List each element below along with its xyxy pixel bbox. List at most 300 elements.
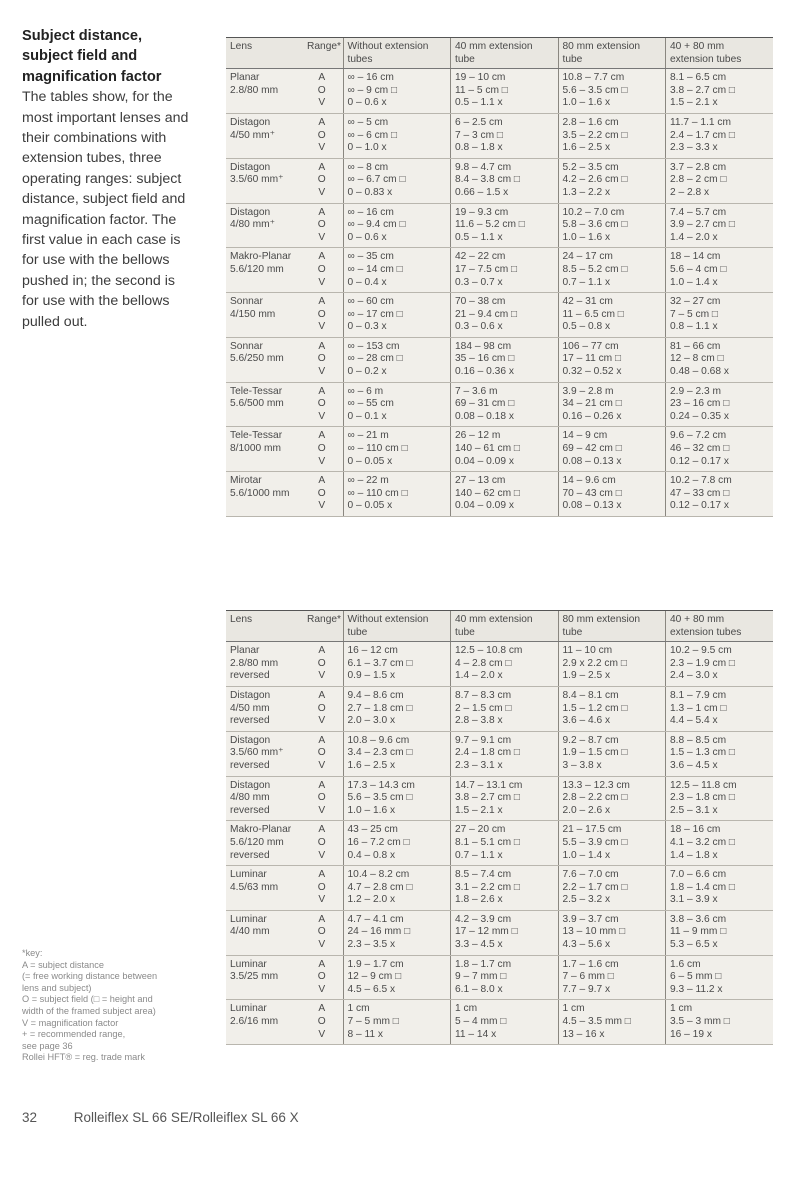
range-cell-line: O — [317, 1016, 326, 1028]
header-without-tube: Without extension tube — [343, 611, 451, 642]
without-tubes-cell — [343, 248, 451, 293]
without-tubes-cell-line: ∞ – 8 cm — [347, 161, 389, 173]
page-number: 32 — [22, 1110, 38, 1125]
lens-name-cell-line: Distagon — [230, 779, 271, 791]
tube-80mm-cell — [558, 427, 666, 472]
tube-80mm-cell-line: 24 – 17 cm — [562, 251, 613, 263]
tube-40mm-cell-line: 1.8 – 2.6 x — [455, 894, 503, 906]
without-tubes-cell-line: ∞ – 35 cm — [347, 251, 394, 263]
footnote-line: O = subject field (□ = height and — [22, 994, 153, 1005]
without-tubes-cell-line: 12 – 9 cm □ — [347, 971, 402, 983]
without-tubes-cell — [343, 158, 451, 203]
range-cell-line: V — [318, 410, 326, 422]
tube-40mm-cell — [451, 293, 559, 338]
tube-80mm-cell-line: 0.08 – 0.13 x — [562, 500, 622, 512]
range-cell — [303, 686, 343, 731]
header-40mm-tube: 40 mm extension tube — [451, 38, 559, 69]
tube-40mm-cell-line: 4.2 – 3.9 cm — [455, 913, 512, 925]
lens-name-cell-line: reversed — [230, 849, 270, 861]
lens-name-cell — [226, 731, 303, 776]
without-tubes-cell-line: 4.7 – 2.8 cm □ — [347, 881, 413, 893]
header-lens: Lens — [226, 38, 303, 69]
tube-40-80mm-cell-line: 2.4 – 3.0 x — [670, 670, 718, 682]
lens-name-cell-line: Tele-Tessar — [230, 385, 283, 397]
table-row — [226, 158, 773, 203]
lens-name-cell-line: 3.5/60 mm⁺ — [230, 174, 284, 186]
range-cell-line: V — [318, 849, 326, 861]
tube-40-80mm-cell-line: 1 cm — [670, 1003, 693, 1015]
footnote-key — [22, 948, 197, 1064]
range-cell-line: V — [318, 939, 326, 951]
range-cell-line: O — [317, 174, 326, 186]
table-row — [226, 821, 773, 866]
without-tubes-cell-line: 6.1 – 3.7 cm □ — [347, 657, 413, 669]
without-tubes-cell-line: 0.4 – 0.8 x — [347, 849, 396, 861]
tube-80mm-cell-line: 34 – 21 cm □ — [562, 398, 622, 410]
tube-80mm-cell-line: 2.2 – 1.7 cm □ — [562, 881, 628, 893]
tube-80mm-cell-line: 4.2 – 2.6 cm □ — [562, 174, 628, 186]
range-cell-line: V — [318, 321, 326, 333]
without-tubes-cell-line: ∞ – 6 cm □ — [347, 129, 398, 141]
header-without-tubes: Without extension tubes — [343, 38, 451, 69]
tube-80mm-cell — [558, 866, 666, 911]
tube-40-80mm-cell-line: 7.4 – 5.7 cm — [670, 206, 727, 218]
lens-name-cell-line: 3.5/60 mm⁺ — [230, 747, 284, 759]
header-range: Range* — [303, 38, 343, 69]
tube-40mm-cell-line: 0.66 – 1.5 x — [455, 186, 509, 198]
table1-body — [226, 69, 773, 517]
without-tubes-cell-line: 0 – 0.1 x — [347, 410, 387, 422]
range-cell — [303, 821, 343, 866]
tube-80mm-cell-line: 0.08 – 0.13 x — [562, 455, 622, 467]
tube-80mm-cell — [558, 248, 666, 293]
tube-80mm-cell — [558, 337, 666, 382]
lens-name-cell-line: Mirotar — [230, 475, 262, 487]
range-cell-line: V — [318, 500, 326, 512]
tube-40mm-cell-line: 11 – 5 cm □ — [455, 84, 508, 96]
range-cell-line: V — [318, 142, 326, 154]
range-cell-line: A — [318, 1003, 326, 1015]
tube-40-80mm-cell-line: 2.5 – 3.1 x — [670, 804, 718, 816]
tube-80mm-cell-line: 5.5 – 3.9 cm □ — [562, 836, 628, 848]
tube-40mm-cell-line: 19 – 9.3 cm — [455, 206, 509, 218]
tube-40mm-cell-line: 6 – 2.5 cm — [455, 116, 503, 128]
tube-40-80mm-cell-line: 0.12 – 0.17 x — [670, 455, 729, 467]
tube-40-80mm-cell-line: 4.4 – 5.4 x — [670, 715, 718, 727]
lens-name-cell-line: Sonnar — [230, 296, 263, 308]
lens-name-cell-line: 2.6/16 mm — [230, 1016, 279, 1028]
range-cell-line: O — [317, 84, 326, 96]
without-tubes-cell — [343, 69, 451, 114]
tube-40-80mm-cell-line: 12.5 – 11.8 cm — [670, 779, 737, 791]
range-cell-line: A — [318, 824, 326, 836]
without-tubes-cell-line: 0 – 0.2 x — [347, 366, 387, 378]
range-cell-line: A — [318, 385, 326, 397]
tube-40-80mm-cell-line: 3.1 – 3.9 x — [670, 894, 718, 906]
without-tubes-cell-line: 3.4 – 2.3 cm □ — [347, 747, 413, 759]
tube-80mm-cell-line: 70 – 43 cm □ — [562, 487, 622, 499]
tube-40mm-cell — [451, 955, 559, 1000]
without-tubes-cell — [343, 293, 451, 338]
range-cell-line: A — [318, 913, 326, 925]
tube-40-80mm-cell-line: 1.5 – 1.3 cm □ — [670, 747, 736, 759]
without-tubes-cell-line: 16 – 12 cm — [347, 645, 398, 657]
tube-40-80mm-cell-line: 7 – 5 cm □ — [670, 308, 719, 320]
without-tubes-cell — [343, 472, 451, 517]
tube-40-80mm-cell-line: 5.3 – 6.5 x — [670, 939, 718, 951]
lens-name-cell — [226, 866, 303, 911]
tube-40-80mm-cell-line: 2.3 – 3.3 x — [670, 142, 718, 154]
range-cell-line: V — [318, 97, 326, 109]
lens-name-cell-line: 3.5/25 mm — [230, 971, 279, 983]
lens-name-cell-line: Luminar — [230, 869, 267, 881]
tube-40mm-cell-line: 8.7 – 8.3 cm — [455, 689, 512, 701]
tube-40mm-cell — [451, 203, 559, 248]
table-row — [226, 776, 773, 821]
tube-80mm-cell — [558, 382, 666, 427]
tube-40-80mm-cell — [666, 910, 774, 955]
tube-40-80mm-cell-line: 9.3 – 11.2 x — [670, 983, 723, 995]
tube-40mm-cell-line: 14.7 – 13.1 cm — [455, 779, 523, 791]
tube-40mm-cell-line: 0.8 – 1.8 x — [455, 142, 503, 154]
without-tubes-cell-line: ∞ – 16 cm — [347, 72, 394, 84]
header-lens: Lens — [226, 611, 303, 642]
range-cell-line: A — [318, 206, 326, 218]
tube-40-80mm-cell-line: 3.8 – 3.6 cm — [670, 913, 727, 925]
range-cell-line: A — [318, 958, 326, 970]
range-cell-line: O — [317, 353, 326, 365]
tube-40-80mm-cell — [666, 427, 774, 472]
tube-80mm-cell-line: 5.6 – 3.5 cm □ — [562, 84, 628, 96]
table-row — [226, 866, 773, 911]
tube-40-80mm-cell-line: 1.5 – 2.1 x — [670, 97, 718, 109]
range-cell-line: V — [318, 804, 326, 816]
tube-80mm-cell-line: 7.7 – 9.7 x — [562, 983, 611, 995]
without-tubes-cell-line: 9.4 – 8.6 cm — [347, 689, 404, 701]
tube-40mm-cell-line: 17 – 7.5 cm □ — [455, 263, 518, 275]
range-cell-line: A — [318, 340, 326, 352]
tube-40mm-cell-line: 3.1 – 2.2 cm □ — [455, 881, 521, 893]
without-tubes-cell-line: 10.8 – 9.6 cm — [347, 734, 410, 746]
table-header-row — [226, 38, 773, 69]
range-cell-line: A — [318, 161, 326, 173]
tube-40-80mm-cell-line: 16 – 19 x — [670, 1028, 712, 1040]
tube-40mm-cell-line: 8.4 – 3.8 cm □ — [455, 174, 521, 186]
tube-40-80mm-cell-line: 12 – 8 cm □ — [670, 353, 724, 365]
range-cell-line: V — [318, 715, 326, 727]
tube-40-80mm-cell-line: 0.12 – 0.17 x — [670, 500, 729, 512]
tube-40mm-cell-line: 11.6 – 5.2 cm □ — [455, 219, 525, 231]
without-tubes-cell — [343, 337, 451, 382]
range-cell-line: A — [318, 251, 326, 263]
lens-name-cell-line: 4/50 mm — [230, 702, 270, 714]
tube-80mm-cell-line: 42 – 31 cm — [562, 296, 613, 308]
table-row — [226, 248, 773, 293]
header-40mm-tube: 40 mm extension tube — [451, 611, 559, 642]
lens-name-cell-line: Distagon — [230, 161, 271, 173]
lens-name-cell-line: 5.6/120 mm — [230, 836, 284, 848]
range-cell-line: A — [318, 296, 326, 308]
tube-40mm-cell-line: 1.4 – 2.0 x — [455, 670, 503, 682]
tube-40mm-cell-line: 0.5 – 1.1 x — [455, 97, 503, 109]
lens-name-cell — [226, 821, 303, 866]
range-cell-line: O — [317, 443, 326, 455]
tube-40-80mm-cell — [666, 821, 774, 866]
without-tubes-cell-line: ∞ – 6.7 cm □ — [347, 174, 406, 186]
tube-80mm-cell-line: 1.7 – 1.6 cm — [562, 958, 619, 970]
tube-40-80mm-cell — [666, 69, 774, 114]
tube-40-80mm-cell-line: 9.6 – 7.2 cm — [670, 430, 727, 442]
tube-40-80mm-cell — [666, 293, 774, 338]
tube-40mm-cell-line: 27 – 13 cm — [455, 475, 506, 487]
lens-name-cell-line: Luminar — [230, 913, 267, 925]
tube-40-80mm-cell-line: 2.9 – 2.3 m — [670, 385, 721, 397]
range-cell-line: O — [317, 657, 326, 669]
tube-40-80mm-cell-line: 1.4 – 2.0 x — [670, 231, 718, 243]
range-cell-line: A — [318, 72, 326, 84]
range-cell — [303, 642, 343, 687]
tube-80mm-cell — [558, 910, 666, 955]
tube-40-80mm-cell-line: 3.8 – 2.7 cm □ — [670, 84, 736, 96]
tube-40-80mm-cell — [666, 686, 774, 731]
tube-40mm-cell-line: 4 – 2.8 cm □ — [455, 657, 512, 669]
tube-40-80mm-cell — [666, 337, 774, 382]
tube-40mm-cell-line: 7 – 3 cm □ — [455, 129, 504, 141]
range-cell-line: O — [317, 398, 326, 410]
range-cell — [303, 955, 343, 1000]
header-40-80mm-tubes: 40 + 80 mm extension tubes — [666, 611, 774, 642]
lens-name-cell-line: Sonnar — [230, 340, 263, 352]
table2-body — [226, 642, 773, 1045]
table-header-row — [226, 611, 773, 642]
tube-80mm-cell-line: 3.9 – 3.7 cm — [562, 913, 619, 925]
tube-80mm-cell — [558, 642, 666, 687]
tube-40mm-cell-line: 1.5 – 2.1 x — [455, 804, 503, 816]
tube-40mm-cell-line: 0.3 – 0.6 x — [455, 321, 503, 333]
without-tubes-cell-line: ∞ – 16 cm — [347, 206, 394, 218]
without-tubes-cell-line: 0.9 – 1.5 x — [347, 670, 396, 682]
lens-name-cell-line: Tele-Tessar — [230, 430, 283, 442]
range-cell — [303, 866, 343, 911]
tube-40-80mm-cell-line: 10.2 – 9.5 cm — [670, 645, 732, 657]
page-footer — [22, 1110, 299, 1125]
tube-40mm-cell-line: 0.7 – 1.1 x — [455, 849, 503, 861]
lens-name-cell — [226, 642, 303, 687]
tube-80mm-cell-line: 3.9 – 2.8 m — [562, 385, 614, 397]
lens-name-cell-line: 5.6/1000 mm — [230, 487, 290, 499]
tube-40mm-cell-line: 21 – 9.4 cm □ — [455, 308, 518, 320]
range-cell-line: O — [317, 971, 326, 983]
without-tubes-cell-line: 1.2 – 2.0 x — [347, 894, 396, 906]
tube-80mm-cell — [558, 472, 666, 517]
tube-40mm-cell-line: 17 – 12 mm □ — [455, 926, 518, 938]
tube-40mm-cell — [451, 472, 559, 517]
range-cell-line: O — [317, 792, 326, 804]
tube-40-80mm-cell-line: 2.3 – 1.9 cm □ — [670, 657, 736, 669]
range-cell-line: V — [318, 231, 326, 243]
tube-40-80mm-cell-line: 3.5 – 3 mm □ — [670, 1016, 730, 1028]
without-tubes-cell — [343, 382, 451, 427]
tube-40mm-cell-line: 19 – 10 cm — [455, 72, 506, 84]
tube-80mm-cell-line: 5.8 – 3.6 cm □ — [562, 219, 628, 231]
tube-40-80mm-cell-line: 2 – 2.8 x — [670, 186, 710, 198]
tube-40-80mm-cell-line: 46 – 32 cm □ — [670, 443, 730, 455]
tube-40-80mm-cell-line: 10.2 – 7.8 cm — [670, 475, 732, 487]
table-row — [226, 686, 773, 731]
range-cell — [303, 293, 343, 338]
without-tubes-cell-line: 0 – 0.05 x — [347, 455, 393, 467]
tube-40-80mm-cell — [666, 731, 774, 776]
lens-name-cell-line: 4/80 mm — [230, 792, 270, 804]
tube-40mm-cell-line: 1 cm — [455, 1003, 478, 1015]
tube-40-80mm-cell-line: 81 – 66 cm — [670, 340, 721, 352]
lens-name-cell-line: Makro-Planar — [230, 824, 292, 836]
lens-name-cell — [226, 686, 303, 731]
range-cell-line: A — [318, 645, 326, 657]
table-row — [226, 910, 773, 955]
tube-40-80mm-cell-line: 1.0 – 1.4 x — [670, 276, 718, 288]
tube-40-80mm-cell-line: 3.9 – 2.7 cm □ — [670, 219, 736, 231]
lens-name-cell-line: reversed — [230, 670, 270, 682]
range-cell-line: O — [317, 263, 326, 275]
lens-name-cell — [226, 427, 303, 472]
without-tubes-cell-line: ∞ – 153 cm — [347, 340, 400, 352]
tube-40-80mm-cell — [666, 866, 774, 911]
range-cell — [303, 337, 343, 382]
tube-40-80mm-cell — [666, 955, 774, 1000]
tube-80mm-cell-line: 14 – 9 cm — [562, 430, 608, 442]
range-cell — [303, 158, 343, 203]
range-cell — [303, 203, 343, 248]
footnote-line: width of the framed subject area) — [22, 1005, 156, 1016]
tube-80mm-cell — [558, 69, 666, 114]
lens-name-cell — [226, 203, 303, 248]
tube-80mm-cell-line: 1.9 – 2.5 x — [562, 670, 611, 682]
lens-name-cell — [226, 472, 303, 517]
without-tubes-cell — [343, 955, 451, 1000]
tube-40-80mm-cell-line: 2.4 – 1.7 cm □ — [670, 129, 736, 141]
table-row — [226, 427, 773, 472]
table-row — [226, 731, 773, 776]
table-row — [226, 472, 773, 517]
without-tubes-cell-line: 0 – 0.05 x — [347, 500, 393, 512]
lens-name-cell-line: 5.6/500 mm — [230, 398, 284, 410]
footnote-line: V = magnification factor — [22, 1017, 119, 1028]
tube-40mm-cell — [451, 910, 559, 955]
lens-name-cell-line: 2.8/80 mm — [230, 657, 279, 669]
without-tubes-cell-line: ∞ – 60 cm — [347, 296, 394, 308]
without-tubes-cell-line: 0 – 0.83 x — [347, 186, 393, 198]
without-tubes-cell — [343, 1000, 451, 1045]
without-tubes-cell-line: ∞ – 22 m — [347, 475, 389, 487]
tube-40-80mm-cell — [666, 158, 774, 203]
without-tubes-cell-line: 10.4 – 8.2 cm — [347, 869, 410, 881]
tube-80mm-cell-line: 2.0 – 2.6 x — [562, 804, 611, 816]
range-cell — [303, 910, 343, 955]
without-tubes-cell — [343, 866, 451, 911]
lens-name-cell-line: 5.6/120 mm — [230, 263, 284, 275]
tube-40-80mm-cell-line: 7.0 – 6.6 cm — [670, 869, 727, 881]
tube-40-80mm-cell-line: 3.6 – 4.5 x — [670, 759, 718, 771]
without-tubes-cell-line: 24 – 16 mm □ — [347, 926, 411, 938]
tube-40mm-cell — [451, 248, 559, 293]
tube-80mm-cell-line: 2.5 – 3.2 x — [562, 894, 611, 906]
lens-name-cell-line: 4/50 mm⁺ — [230, 129, 276, 141]
tube-80mm-cell-line: 2.8 – 2.2 cm □ — [562, 792, 628, 804]
tube-40mm-cell — [451, 337, 559, 382]
tube-40mm-cell-line: 11 – 14 x — [455, 1028, 497, 1040]
range-cell — [303, 69, 343, 114]
tube-40mm-cell-line: 9.7 – 9.1 cm — [455, 734, 512, 746]
lens-name-cell — [226, 113, 303, 158]
header-range: Range* — [303, 611, 343, 642]
tube-40-80mm-cell — [666, 203, 774, 248]
header-80mm-tube: 80 mm extension tube — [558, 38, 666, 69]
without-tubes-cell-line: ∞ – 9 cm □ — [347, 84, 398, 96]
footnote-line: lens and subject) — [22, 982, 92, 993]
range-cell — [303, 113, 343, 158]
without-tubes-cell-line: 2.7 – 1.8 cm □ — [347, 702, 413, 714]
lens-name-cell-line: 4/40 mm — [230, 926, 270, 938]
range-cell-line: O — [317, 836, 326, 848]
tube-40-80mm-cell — [666, 382, 774, 427]
tube-40mm-cell-line: 140 – 61 cm □ — [455, 443, 521, 455]
lens-name-cell-line: Distagon — [230, 734, 271, 746]
tube-40mm-cell-line: 35 – 16 cm □ — [455, 353, 515, 365]
tube-40mm-cell-line: 3.8 – 2.7 cm □ — [455, 792, 521, 804]
tube-40-80mm-cell-line: 2.8 – 2 cm □ — [670, 174, 727, 186]
tube-80mm-cell-line: 1.9 – 1.5 cm □ — [562, 747, 628, 759]
tube-80mm-cell-line: 1.0 – 1.6 x — [562, 231, 611, 243]
tube-80mm-cell-line: 1.5 – 1.2 cm □ — [562, 702, 628, 714]
tube-40mm-cell-line: 0.04 – 0.09 x — [455, 455, 514, 467]
without-tubes-cell-line: ∞ – 17 cm □ — [347, 308, 403, 320]
tube-40mm-cell — [451, 642, 559, 687]
tube-80mm-cell-line: 5.2 – 3.5 cm — [562, 161, 619, 173]
table-row — [226, 382, 773, 427]
tube-40mm-cell-line: 2 – 1.5 cm □ — [455, 702, 512, 714]
without-tubes-cell-line: ∞ – 9.4 cm □ — [347, 219, 406, 231]
without-tubes-cell-line: 1.9 – 1.7 cm — [347, 958, 404, 970]
without-tubes-cell-line: 0 – 0.6 x — [347, 97, 387, 109]
lens-name-cell-line: Distagon — [230, 206, 271, 218]
tube-40-80mm-cell-line: 47 – 33 cm □ — [670, 487, 730, 499]
range-cell-line: A — [318, 430, 326, 442]
lens-name-cell-line: 4.5/63 mm — [230, 881, 279, 893]
without-tubes-cell — [343, 686, 451, 731]
tube-80mm-cell-line: 1.6 – 2.5 x — [562, 142, 611, 154]
footnote-line: *key: — [22, 948, 43, 958]
without-tubes-cell-line: 17.3 – 14.3 cm — [347, 779, 415, 791]
tube-40mm-cell — [451, 158, 559, 203]
footer-title: Rolleiflex SL 66 SE/Rolleiflex SL 66 X — [73, 1110, 299, 1125]
lens-name-cell — [226, 910, 303, 955]
without-tubes-cell — [343, 427, 451, 472]
header-80mm-tube: 80 mm extension tube — [558, 611, 666, 642]
lens-name-cell — [226, 382, 303, 427]
tube-80mm-cell-line: 69 – 42 cm □ — [562, 443, 622, 455]
range-cell — [303, 776, 343, 821]
tube-40-80mm-cell-line: 1.8 – 1.4 cm □ — [670, 881, 736, 893]
range-cell-line: V — [318, 366, 326, 378]
tube-40-80mm-cell — [666, 113, 774, 158]
tube-80mm-cell-line: 13.3 – 12.3 cm — [562, 779, 630, 791]
tube-80mm-cell-line: 0.16 – 0.26 x — [562, 410, 622, 422]
tube-80mm-cell — [558, 731, 666, 776]
tube-40-80mm-cell-line: 6 – 5 mm □ — [670, 971, 722, 983]
without-tubes-cell-line: ∞ – 14 cm □ — [347, 263, 403, 275]
tube-40mm-cell-line: 42 – 22 cm — [455, 251, 506, 263]
